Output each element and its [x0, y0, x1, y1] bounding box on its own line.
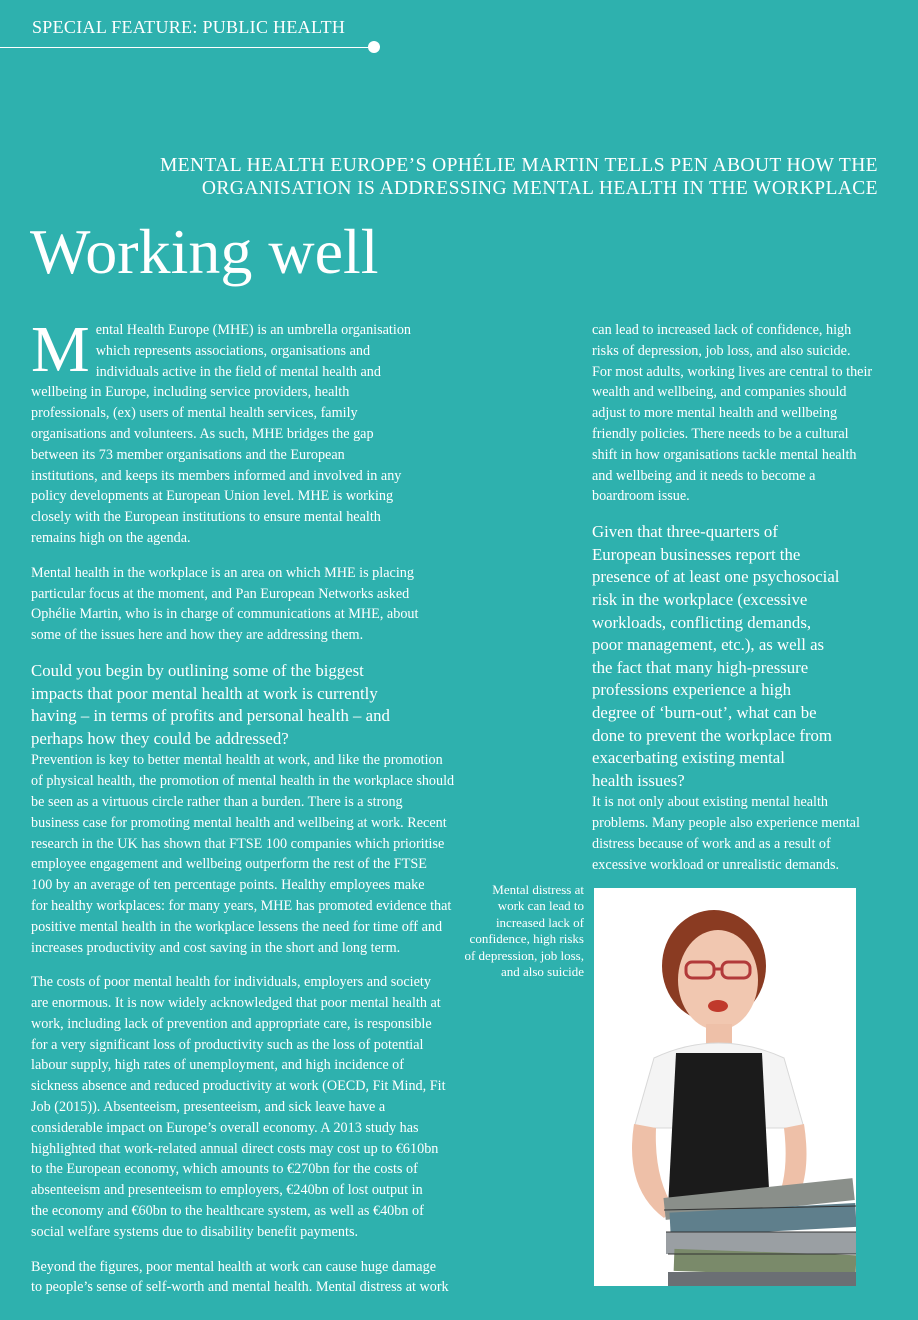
text-line: remains high on the agenda. [31, 529, 191, 546]
answer-paragraph [31, 750, 511, 958]
text-line: and wellbeing and it needs to become a [592, 467, 816, 484]
text-line: European businesses report the [592, 544, 801, 564]
text-line: sickness absence and reduced productivity at work (OECD, Fit Mind, Fit [31, 1078, 446, 1095]
paragraph [31, 1257, 511, 1299]
text-line: are enormous. It is now widely acknowledged that poor mental health at [31, 995, 441, 1012]
text-line: closely with the European institutions to ensure mental health [31, 509, 381, 526]
text-line: some of the issues here and how they are addressing them. [31, 627, 364, 644]
text-line: to the European economy, which amounts to €270bn for the costs of [31, 1161, 418, 1178]
text-line: adjust to more mental health and wellbeing [592, 405, 838, 422]
text-line: distress because of work and as a result of [592, 835, 831, 852]
text-line: confidence, high risks [469, 931, 584, 947]
text-line: It is not only about existing mental health [592, 794, 829, 811]
text-line: individuals active in the field of mental health and [95, 363, 381, 380]
line-group [31, 313, 511, 549]
text-line: having – in terms of profits and personal health – and [31, 706, 390, 726]
text-line: organisations and volunteers. As such, MHE bridges the gap [31, 425, 374, 442]
text-line: wealth and wellbeing, and companies should [592, 384, 847, 401]
text-line: work, including lack of prevention and appropriate care, is responsible [31, 1015, 432, 1032]
text-line: Given that three-quarters of [592, 522, 778, 542]
text-line: work can lead to [497, 898, 584, 914]
section-label: SPECIAL FEATURE: PUBLIC HEALTH [32, 17, 346, 37]
text-line: research in the UK has shown that FTSE 100 companies which prioritise [31, 835, 445, 852]
text-line: Mental health in the workplace is an area on which MHE is placing [31, 564, 414, 581]
text-line: workloads, conflicting demands, [592, 612, 812, 632]
text-line: impacts that poor mental health at work is currently [31, 683, 378, 703]
text-line: be seen as a virtuous circle rather than a burden. There is a strong [31, 793, 403, 810]
text-line: business case for promoting mental health and wellbeing at work. Recent [31, 814, 447, 831]
text-line: increases productivity and cost saving in the short and long term. [31, 939, 401, 956]
text-line: of physical health, the promotion of mental health in the workplace should [31, 773, 455, 790]
text-line: social welfare systems due to disability benefit payments. [31, 1223, 359, 1240]
text-line: shift in how organisations tackle mental health [592, 446, 857, 463]
text-line: employee engagement and wellbeing outperform the rest of the FTSE [31, 856, 427, 873]
drop-cap: M [31, 313, 90, 386]
text-line: boardroom issue. [592, 488, 690, 505]
section-divider [0, 47, 372, 48]
text-line: considerable impact on Europe’s overall economy. A 2013 study has [31, 1119, 419, 1136]
text-line: positive mental health in the workplace lessens the need for time off and [31, 918, 443, 935]
text-line: labour supply, high rates of unemployment, and high incidence of [31, 1057, 404, 1074]
paragraph [592, 320, 912, 507]
text-line: particular focus at the moment, and Pan European Networks asked [31, 585, 410, 602]
text-line: risks of depression, job loss, and also suicide. [592, 342, 851, 359]
left-column [31, 313, 511, 1312]
headline: Working well [30, 216, 379, 287]
paragraph [31, 563, 511, 646]
text-line: absenteeism and presenteeism to employers, €240bn of lost output in [31, 1182, 423, 1199]
text-line: The costs of poor mental health for individuals, employers and society [31, 974, 431, 991]
text-line: and also suicide [500, 964, 584, 980]
text-line: poor management, etc.), as well as [592, 635, 825, 655]
pull-quote [446, 882, 584, 980]
text-line: can lead to increased lack of confidence, high [592, 322, 852, 338]
text-line: highlighted that work-related annual direct costs may cost up to €610bn [31, 1140, 439, 1157]
text-line: presence of at least one psychosocial [592, 567, 840, 587]
intro-paragraph [31, 313, 511, 549]
text-line: For most adults, working lives are central to their [592, 363, 873, 380]
text-line: Mental distress at [492, 882, 584, 897]
text-line: Job (2015)). Absenteeism, presenteeism, and sick leave have a [31, 1099, 386, 1116]
paragraph [31, 972, 511, 1242]
question-heading [592, 521, 912, 792]
text-line: ental Health Europe (MHE) is an umbrella organisation [95, 322, 412, 338]
text-line: wellbeing in Europe, including service providers, health [31, 384, 350, 401]
text-line: degree of ‘burn-out’, what can be [592, 702, 817, 722]
text-line: excessive workload or unrealistic demands. [592, 856, 840, 873]
text-line: problems. Many people also experience mental [592, 815, 860, 832]
question-heading [31, 660, 511, 750]
text-line: institutions, and keeps its members informed and involved in any [31, 467, 402, 484]
text-line: Prevention is key to better mental health at work, and like the promotion [31, 752, 443, 769]
text-line: professions experience a high [592, 680, 791, 700]
standfirst [70, 154, 878, 200]
text-line: exacerbating existing mental [592, 748, 785, 768]
text-line: Could you begin by outlining some of the biggest [31, 660, 364, 680]
text-line: 100 by an average of ten percentage points. Healthy employees make [31, 877, 425, 894]
standfirst-line: MENTAL HEALTH EUROPE’S OPHÉLIE MARTIN TELLS PEN ABOUT HOW THE [159, 155, 878, 176]
answer-paragraph [592, 792, 912, 875]
text-line: the fact that many high-pressure [592, 657, 809, 677]
text-line: friendly policies. There needs to be a cultural [592, 425, 849, 442]
text-line: for a very significant loss of productivity such as the loss of potential [31, 1036, 424, 1053]
text-line: for healthy workplaces: for many years, MHE has promoted evidence that [31, 897, 452, 914]
text-line: which represents associations, organisations and [95, 342, 371, 359]
text-line: increased lack of [495, 914, 584, 930]
woman-holding-binders-image [594, 888, 856, 1286]
right-column [592, 320, 912, 889]
text-line: Beyond the figures, poor mental health at work can cause huge damage [31, 1258, 436, 1275]
text-line: the economy and €60bn to the healthcare system, as well as €40bn of [31, 1203, 424, 1220]
text-line: policy developments at European Union level. MHE is working [31, 488, 394, 505]
text-line: of depression, job loss, [464, 947, 584, 963]
text-line: to people’s sense of self-worth and mental health. Mental distress at work [31, 1279, 449, 1296]
text-line: between its 73 member organisations and the European [31, 446, 345, 463]
section-divider-dot [368, 41, 380, 53]
standfirst-line: ORGANISATION IS ADDRESSING MENTAL HEALTH IN THE WORKPLACE [201, 178, 878, 199]
text-line: Ophélie Martin, who is in charge of communications at MHE, about [31, 606, 419, 623]
text-line: risk in the workplace (excessive [592, 589, 808, 609]
text-line: professionals, (ex) users of mental health services, family [31, 405, 358, 422]
article-photo [594, 888, 856, 1286]
text-line: done to prevent the workplace from [592, 725, 832, 745]
text-line: health issues? [592, 770, 685, 790]
text-line: perhaps how they could be addressed? [31, 728, 289, 748]
